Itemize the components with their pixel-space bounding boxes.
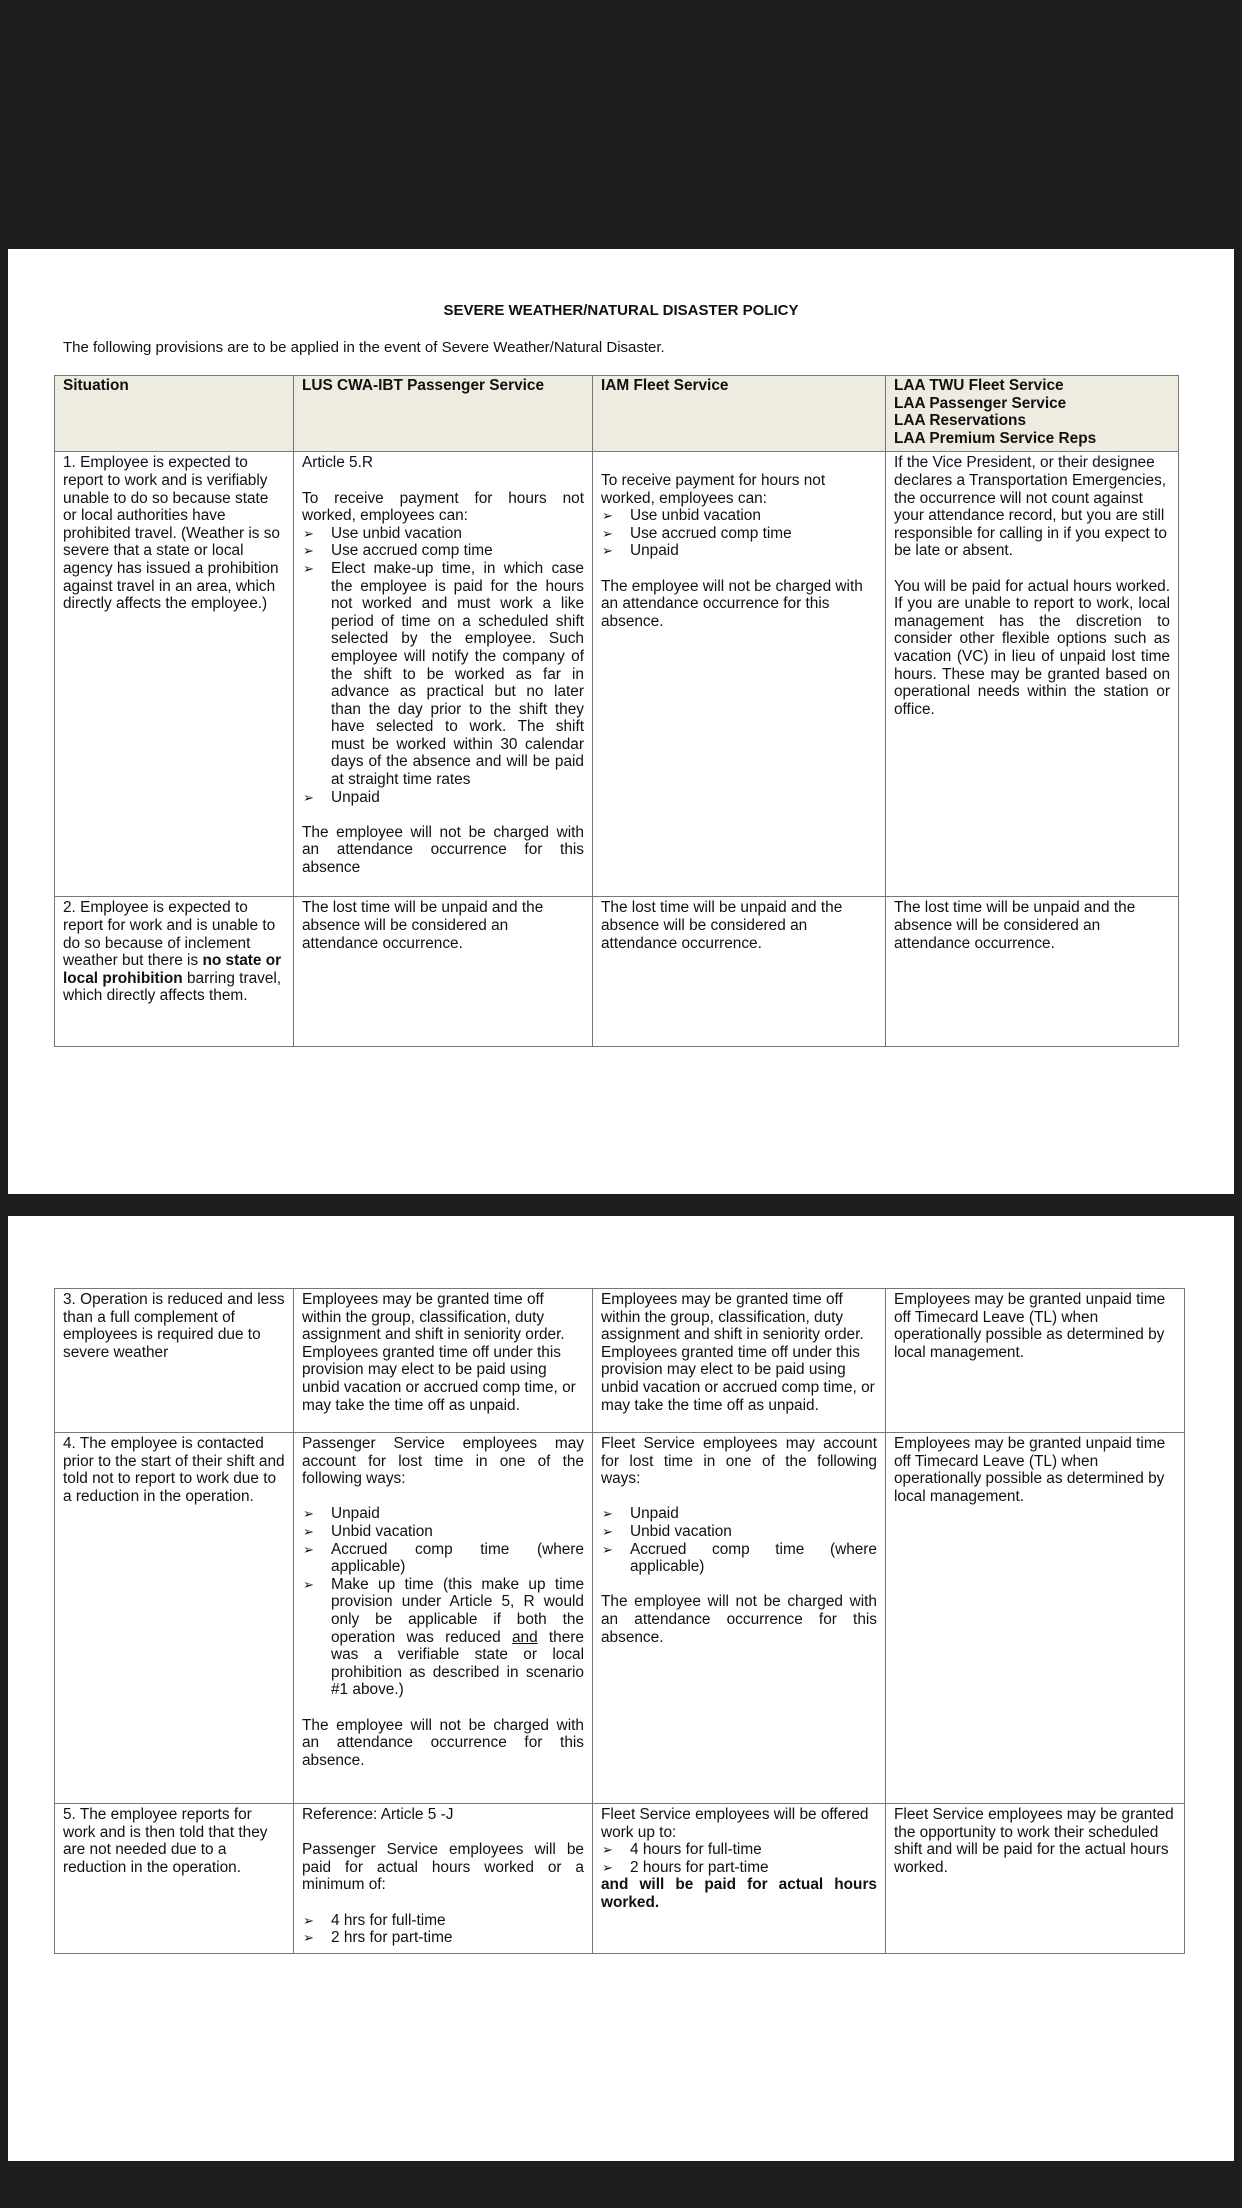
lus-cell-3: Employees may be granted time off within the group, classification, duty assignment and shift in seniority order. Employees granted time off under this provision may elect to be paid using unbid vacation or accrued comp time, or may take the time off as unpaid. — [294, 1289, 593, 1433]
list-item: ➢ 4 hrs for full-time — [302, 1912, 584, 1930]
iam-cell-3: Employees may be granted time off within the group, classification, duty assignment and shift in seniority order. Employees granted time off under this provision may elect to be paid using unbid vacation or accrued comp time, or may take the time off as unpaid. — [593, 1289, 886, 1433]
lus-note: The employee will not be charged with an attendance occurrence for this absence. — [302, 1716, 584, 1769]
lus-intro: Passenger Service employees will be paid for actual hours worked or a minimum of: — [302, 1841, 584, 1894]
iam-note: The employee will not be charged with an attendance occurrence for this absence. — [601, 577, 863, 630]
iam-intro: Fleet Service employees may account for lost time in one of the following ways: — [601, 1435, 877, 1488]
list-item: ➢ 2 hrs for part-time — [302, 1929, 584, 1947]
header-iam: IAM Fleet Service — [593, 376, 886, 452]
policy-table-part-2 — [54, 1288, 1185, 1954]
table-header-row — [55, 376, 1179, 452]
situation-4: 4. The employee is contacted prior to the start of their shift and told not to report to work due to a reduction in the operation. — [55, 1433, 294, 1804]
list-item: ➢ Accrued comp time (where applicable) — [601, 1541, 877, 1576]
lus-options-list — [302, 1505, 584, 1699]
list-item: ➢ Unpaid — [601, 1505, 877, 1523]
list-item: ➢ Unpaid — [302, 1505, 584, 1523]
laa-cell-2: The lost time will be unpaid and the absence will be considered an attendance occurrence. — [886, 897, 1179, 1047]
table-row — [55, 1433, 1185, 1804]
situation-3: 3. Operation is reduced and less than a full complement of employees is required due to severe weather — [55, 1289, 294, 1433]
document-page-1 — [8, 249, 1234, 1194]
iam-cell-1 — [593, 452, 886, 897]
header-laa-line: LAA TWU Fleet Service — [894, 377, 1064, 394]
situation-1: 1. Employee is expected to report to work and is verifiably unable to do so because state or local authorities have prohibited travel. (Weather is so severe that a state or local agency has issued a prohibition against travel in an area, which directly affects the employee.) — [55, 452, 294, 897]
iam-note: The employee will not be charged with an attendance occurrence for this absence. — [601, 1593, 877, 1646]
lus-note: The employee will not be charged with an attendance occurrence for this absence — [302, 823, 584, 877]
intro-text: The following provisions are to be applied in the event of Severe Weather/Natural Disaster. — [63, 339, 665, 356]
laa-cell-1 — [886, 452, 1179, 897]
list-item: ➢ Unbid vacation — [601, 1523, 877, 1541]
header-situation: Situation — [55, 376, 294, 452]
table-row — [55, 1289, 1185, 1433]
list-item: ➢ Use accrued comp time — [601, 525, 877, 543]
list-item: ➢ 2 hours for part-time — [601, 1859, 877, 1877]
iam-options-list — [601, 507, 877, 560]
laa-cell-4: Employees may be granted unpaid time off Timecard Leave (TL) when operationally possible as determined by local management. — [886, 1433, 1185, 1804]
list-item: ➢ Accrued comp time (where applicable) — [302, 1541, 584, 1576]
iam-note: and will be paid for actual hours worked. — [601, 1876, 877, 1911]
list-item: ➢ Use accrued comp time — [302, 542, 584, 560]
iam-intro: Fleet Service employees will be offered work up to: — [601, 1806, 869, 1841]
header-laa-line: LAA Passenger Service — [894, 394, 1067, 412]
header-lus: LUS CWA-IBT Passenger Service — [294, 376, 593, 452]
list-item: ➢ 4 hours for full-time — [601, 1841, 877, 1859]
lus-cell-4 — [294, 1433, 593, 1804]
lus-ref: Article 5.R — [302, 454, 373, 472]
table-row — [55, 897, 1179, 1047]
header-laa-line: LAA Premium Service Reps — [894, 429, 1097, 447]
header-laa-line: LAA Reservations — [894, 412, 1026, 430]
header-laa — [886, 376, 1179, 452]
lus-intro: To receive payment for hours not worked, employees can: — [302, 489, 584, 525]
lus-cell-5 — [294, 1804, 593, 1954]
document-page-2 — [8, 1216, 1234, 2161]
laa-paragraph: If the Vice President, or their designee declares a Transportation Emergencies, the occurrence will not count against your attendance record, but you are still responsible for calling in if you expect to be late or absent. — [894, 454, 1167, 560]
lus-options-list — [302, 1912, 584, 1947]
iam-cell-2: The lost time will be unpaid and the absence will be considered an attendance occurrence. — [593, 897, 886, 1047]
laa-paragraph: You will be paid for actual hours worked. If you are unable to report to work, local management has the discretion to consider other flexible options such as vacation (VC) in lieu of unpaid lost time hours. These may be granted based on operational needs within the station or office. — [894, 577, 1170, 718]
list-item: ➢ Unpaid — [302, 789, 584, 807]
laa-cell-3: Employees may be granted unpaid time off Timecard Leave (TL) when operationally possible as determined by local management. — [886, 1289, 1185, 1433]
iam-cell-4 — [593, 1433, 886, 1804]
policy-table-part-1 — [54, 375, 1179, 1047]
list-item: ➢ Use unbid vacation — [601, 507, 877, 525]
lus-cell-2: The lost time will be unpaid and the absence will be considered an attendance occurrence. — [294, 897, 593, 1047]
lus-intro: Passenger Service employees may account for lost time in one of the following ways: — [302, 1435, 584, 1488]
list-item: ➢ Elect make-up time, in which case the employee is paid for the hours not worked and must work a like period of time on a scheduled shift selected by the employee. Such employee will notify the company of the shift to be worked as far in advance as practical but no later than the day prior to the shift they have selected to work. The shift must be worked within 30 calendar days of the absence and will be paid at straight time rates — [302, 560, 584, 789]
table-row — [55, 452, 1179, 897]
situation-2: 2. Employee is expected to report for work and is unable to do so because of inclement weather but there is no state or local prohibition barring travel, which directly affects them. — [55, 897, 294, 1047]
iam-intro: To receive payment for hours not worked, employees can: — [601, 471, 826, 507]
list-item: ➢ Make up time (this make up time provision under Article 5, R would only be applicable if both the operation was reduced and there was a verifiable state or local prohibition as described in scenario #1 above.) — [302, 1576, 584, 1699]
lus-cell-1 — [294, 452, 593, 897]
laa-cell-5: Fleet Service employees may be granted the opportunity to work their scheduled shift and will be paid for the actual hours worked. — [886, 1804, 1185, 1954]
lus-ref: Reference: Article 5 -J — [302, 1806, 454, 1823]
iam-cell-5 — [593, 1804, 886, 1954]
iam-options-list — [601, 1841, 877, 1876]
list-item: ➢ Unbid vacation — [302, 1523, 584, 1541]
situation-5: 5. The employee reports for work and is then told that they are not needed due to a reduction in the operation. — [55, 1804, 294, 1954]
table-row — [55, 1804, 1185, 1954]
lus-options-list — [302, 525, 584, 807]
list-item: ➢ Unpaid — [601, 542, 877, 560]
list-item: ➢ Use unbid vacation — [302, 525, 584, 543]
iam-options-list — [601, 1505, 877, 1575]
document-title: SEVERE WEATHER/NATURAL DISASTER POLICY — [443, 302, 799, 319]
